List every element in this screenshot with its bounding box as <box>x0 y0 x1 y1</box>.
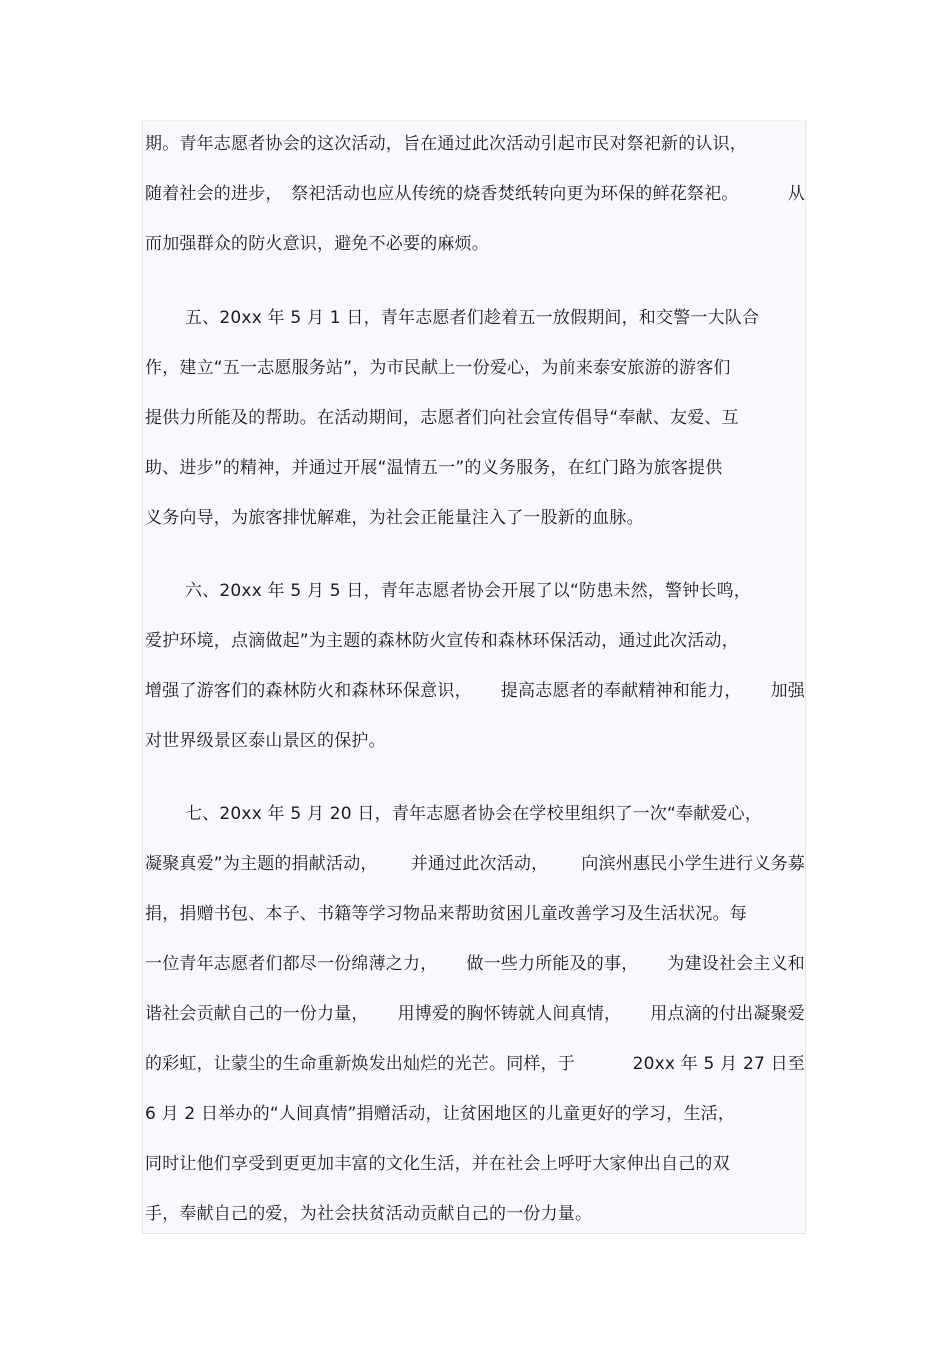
text-line <box>143 839 807 889</box>
text-line <box>143 939 807 989</box>
document-page <box>142 120 806 1234</box>
text-line <box>143 1039 807 1089</box>
text-segment: 从 <box>787 184 805 204</box>
text-line: 捐，捐赠书包、本子、书籍等学习物品来帮助贫困儿童改善学习及生活状况。每 <box>145 904 747 924</box>
text-line: 手，奉献自己的爱，为社会扶贫活动贡献自己的一份力量。 <box>145 1204 593 1224</box>
text-line: 同时让他们享受到更更加丰富的文化生活，并在社会上呼吁大家伸出自己的双 <box>145 1154 730 1174</box>
text-line: 六、20xx 年 5 月 5 日，青年志愿者协会开展了以“防患未然，警钟长鸣， <box>185 581 752 601</box>
text-segment: 20xx 年 5 月 27 日至 <box>632 1054 805 1074</box>
text-line <box>143 169 807 219</box>
text-line: 期。青年志愿者协会的这次活动，旨在通过此次活动引起市民对祭祀新的认识， <box>145 134 747 154</box>
text-segment: 凝聚真爱”为主题的捐献活动， <box>145 854 378 874</box>
text-line: 提供力所能及的帮助。在活动期间，志愿者们向社会宣传倡导“奉献、友爱、互 <box>145 408 739 428</box>
text-line: 对世界级景区泰山景区的保护。 <box>145 731 386 751</box>
text-segment: 提高志愿者的奉献精神和能力， <box>500 681 742 701</box>
paragraph-five <box>143 293 807 543</box>
text-segment: 谐社会贡献自己的一份力量， <box>145 1004 369 1024</box>
text-segment: 随着社会的进步， 祭祀活动也应从传统的烧香焚纸转向更为环保的鲜花祭祀。 <box>145 184 739 204</box>
text-line <box>143 989 807 1039</box>
paragraph-continuation <box>143 119 807 269</box>
text-line: 助、进步”的精神，并通过开展“温情五一”的义务服务，在红门路为旅客提供 <box>145 458 723 478</box>
text-line: 义务向导，为旅客排忧解难，为社会正能量注入了一股新的血脉。 <box>145 508 644 528</box>
text-segment: 用博爱的胸怀铸就人间真情， <box>397 1004 622 1024</box>
text-segment: 并通过此次活动， <box>410 854 549 874</box>
text-line: 而加强群众的防火意识，避免不必要的麻烦。 <box>145 234 489 254</box>
text-segment: 的彩虹，让蒙尘的生命重新焕发出灿烂的光芒。同样，于 <box>145 1054 575 1074</box>
text-line: 6 月 2 日举办的“人间真情”捐赠活动，让贫困地区的儿童更好的学习，生活， <box>145 1104 736 1124</box>
text-line: 爱护环境，点滴做起”为主题的森林防火宣传和森林环保活动，通过此次活动， <box>145 631 739 651</box>
text-segment: 加强 <box>770 681 805 701</box>
text-line <box>143 666 807 716</box>
text-segment: 为建设社会主义和 <box>667 954 805 974</box>
paragraph-seven <box>143 789 807 1239</box>
text-segment: 一位青年志愿者们都尽一份绵薄之力， <box>145 954 438 974</box>
text-line: 七、20xx 年 5 月 20 日，青年志愿者协会在学校里组织了一次“奉献爱心， <box>185 804 763 824</box>
paragraph-six <box>143 566 807 766</box>
text-segment: 向滨州惠民小学生进行义务募 <box>581 854 805 874</box>
text-segment: 做一些力所能及的事， <box>466 954 639 974</box>
text-line: 作，建立“五一志愿服务站”，为市民献上一份爱心，为前来泰安旅游的游客们 <box>145 358 731 378</box>
text-segment: 用点滴的付出凝聚爱 <box>650 1004 805 1024</box>
text-segment: 增强了游客们的森林防火和森林环保意识， <box>145 681 472 701</box>
text-line: 五、20xx 年 5 月 1 日，青年志愿者们趁着五一放假期间，和交警一大队合 <box>185 308 760 328</box>
